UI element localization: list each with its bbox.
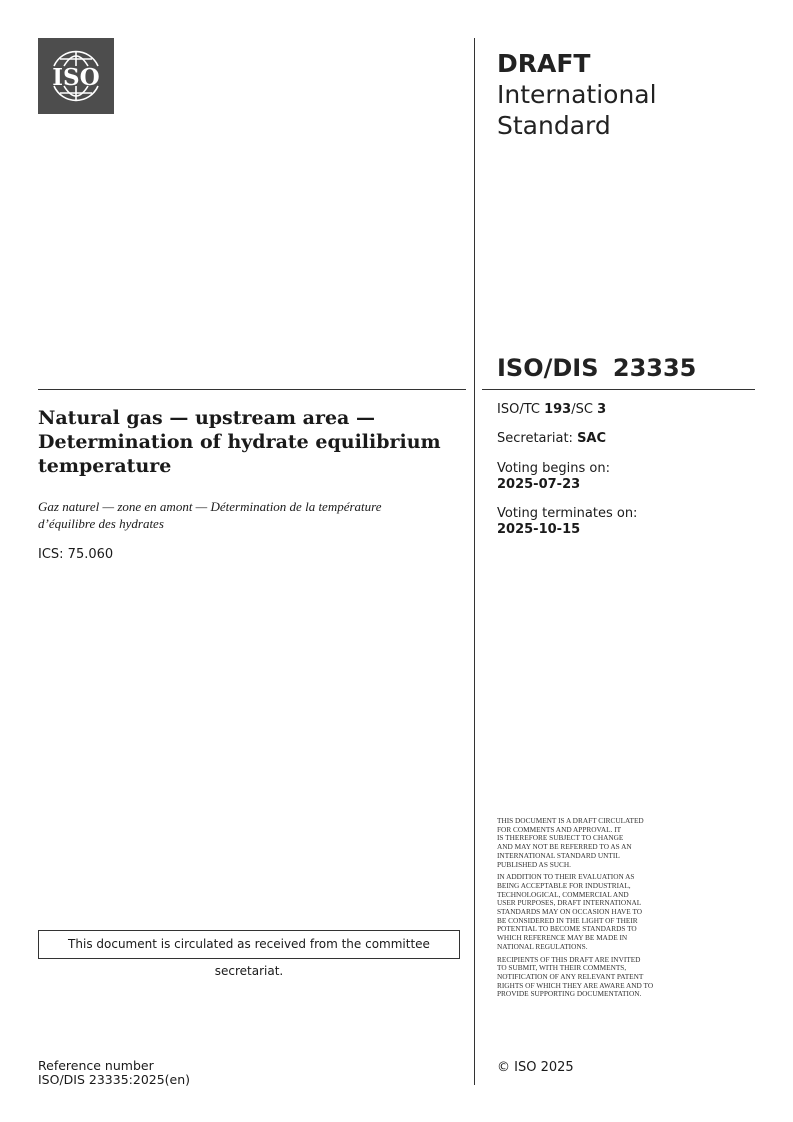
disclaimer-line: AND MAY NOT BE REFERRED TO AS AN <box>497 842 632 852</box>
disclaimer-line: TO SUBMIT, WITH THEIR COMMENTS, <box>497 963 627 973</box>
disclaimer-line: PROVIDE SUPPORTING DOCUMENTATION. <box>497 989 642 999</box>
draft-label: DRAFT <box>497 49 591 78</box>
disclaimer-paragraph <box>497 873 707 951</box>
disclaimer-line: INTERNATIONAL STANDARD UNTIL <box>497 850 620 860</box>
voting-begins: Voting begins on: 2025-07-23 <box>497 461 611 492</box>
disclaimer-line: STANDARDS MAY ON OCCASION HAVE TO <box>497 907 643 917</box>
left-divider <box>38 389 466 390</box>
disclaimer-line: PUBLISHED AS SUCH. <box>497 859 571 869</box>
disclaimer <box>497 817 707 1003</box>
secretariat: Secretariat: SAC <box>497 431 607 446</box>
copyright: © ISO 2025 <box>497 1060 574 1075</box>
circulation-note: This document is circulated as received from the committee secretariat. <box>38 930 460 959</box>
french-title: Gaz naturel — zone en amont — Détermination de la température d’équilibre des hydrates <box>38 499 382 531</box>
disclaimer-line: IS THEREFORE SUBJECT TO CHANGE <box>497 833 624 843</box>
disclaimer-line: NOTIFICATION OF ANY RELEVANT PATENT <box>497 971 644 981</box>
disclaimer-line: THIS DOCUMENT IS A DRAFT CIRCULATED <box>497 816 644 825</box>
document-title: Natural gas — upstream area — Determination of hydrate equilibrium temperature <box>38 407 441 477</box>
disclaimer-line: USER PURPOSES, DRAFT INTERNATIONAL <box>497 898 642 908</box>
disclaimer-line: BEING ACCEPTABLE FOR INDUSTRIAL, <box>497 880 631 890</box>
iso-logo <box>38 38 114 114</box>
disclaimer-line: RECIPIENTS OF THIS DRAFT ARE INVITED <box>497 954 641 964</box>
disclaimer-paragraph <box>497 956 707 1000</box>
disclaimer-paragraph <box>497 817 707 869</box>
international-label: International <box>497 80 657 109</box>
disclaimer-line: WHICH REFERENCE MAY BE MADE IN <box>497 933 628 943</box>
document-type <box>497 48 657 141</box>
reference-number: Reference number ISO/DIS 23335:2025(en) <box>38 1058 191 1087</box>
standard-label: Standard <box>497 111 611 140</box>
disclaimer-line: RIGHTS OF WHICH THEY ARE AWARE AND TO <box>497 980 654 990</box>
disclaimer-line: FOR COMMENTS AND APPROVAL. IT <box>497 824 622 834</box>
right-divider <box>482 389 755 390</box>
disclaimer-line: POTENTIAL TO BECOME STANDARDS TO <box>497 924 637 934</box>
disclaimer-line: IN ADDITION TO THEIR EVALUATION AS <box>497 872 635 882</box>
column-divider <box>474 38 475 1085</box>
voting-terminates: Voting terminates on: 2025-10-15 <box>497 506 638 537</box>
committee: ISO/TC 193/SC 3 <box>497 402 607 417</box>
disclaimer-line: BE CONSIDERED IN THE LIGHT OF THEIR <box>497 915 638 925</box>
svg-text:ISO: ISO <box>52 64 100 91</box>
ics-code: ICS: 75.060 <box>38 547 114 562</box>
disclaimer-line: NATIONAL REGULATIONS. <box>497 941 588 951</box>
disclaimer-line: TECHNOLOGICAL, COMMERCIAL AND <box>497 889 629 899</box>
document-number: ISO/DIS 23335 <box>497 354 697 382</box>
